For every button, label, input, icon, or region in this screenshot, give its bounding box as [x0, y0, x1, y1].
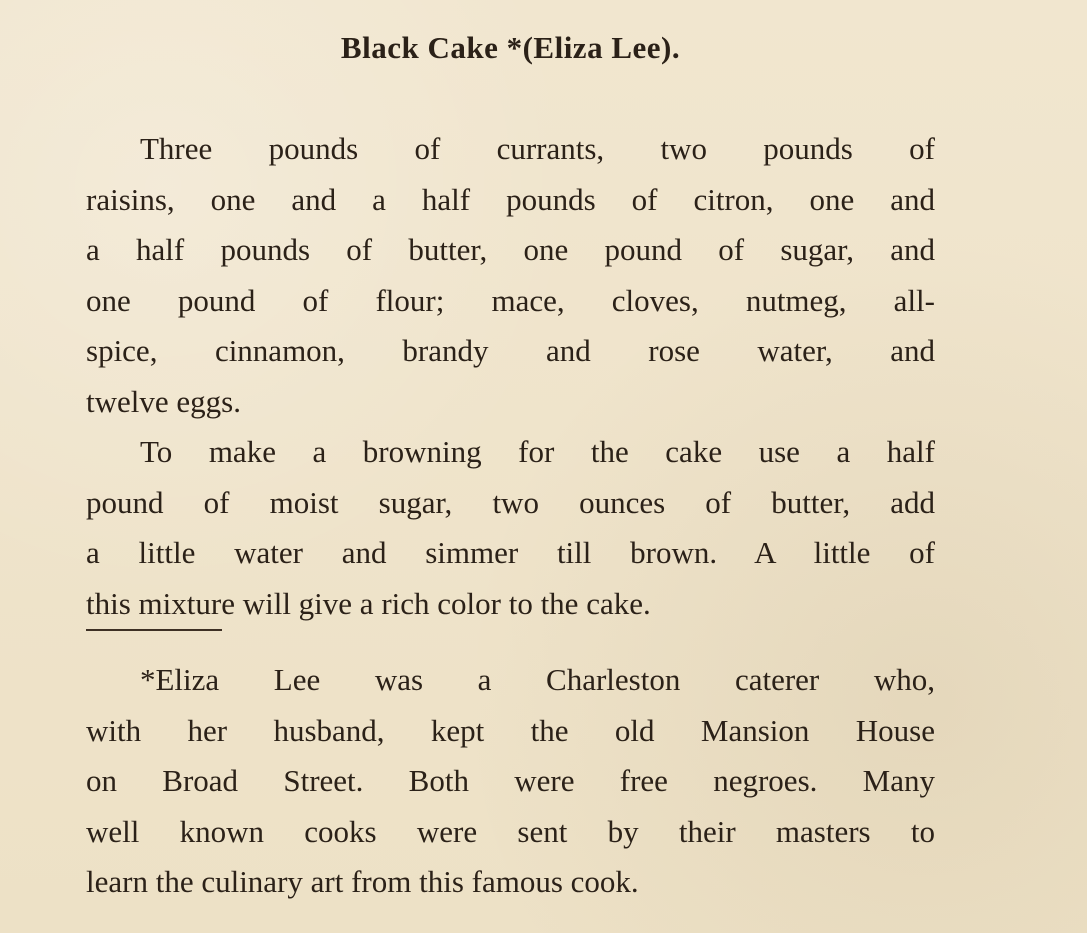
recipe-title: Black Cake *(Eliza Lee).	[340, 30, 681, 65]
paragraph-line: To make a browning for the cake use a half	[140, 434, 935, 469]
ingredients-paragraph	[86, 124, 935, 427]
paragraph-line: Three pounds of currants, two pounds of	[140, 131, 935, 166]
paragraph-line: pound of moist sugar, two ounces of butter, add	[86, 484, 935, 520]
footnote-divider	[86, 629, 222, 631]
footnote-line: well known cooks were sent by their masters to	[86, 813, 935, 849]
footnote	[86, 655, 935, 908]
footnote-line: with her husband, kept the old Mansion House	[86, 712, 935, 748]
footnote-line: on Broad Street. Both were free negroes. Many	[86, 763, 935, 798]
paragraph-line: spice, cinnamon, brandy and rose water, and	[86, 333, 935, 368]
paragraph-line: a little water and simmer till brown. A little of	[86, 535, 935, 570]
paragraph-line: raisins, one and a half pounds of citron, one and	[86, 181, 935, 217]
paragraph-line: one pound of flour; mace, cloves, nutmeg, all-	[86, 282, 935, 318]
paragraph-line: a half pounds of butter, one pound of sugar, and	[86, 232, 935, 267]
footnote-line: learn the culinary art from this famous cook.	[86, 864, 639, 899]
recipe-content	[86, 24, 935, 629]
paragraph-line: this mixture will give a rich color to the cake.	[86, 585, 651, 621]
footnote-line: *Eliza Lee was a Charleston caterer who,	[140, 662, 935, 697]
browning-paragraph	[86, 427, 935, 629]
paragraph-line: twelve eggs.	[86, 383, 241, 419]
